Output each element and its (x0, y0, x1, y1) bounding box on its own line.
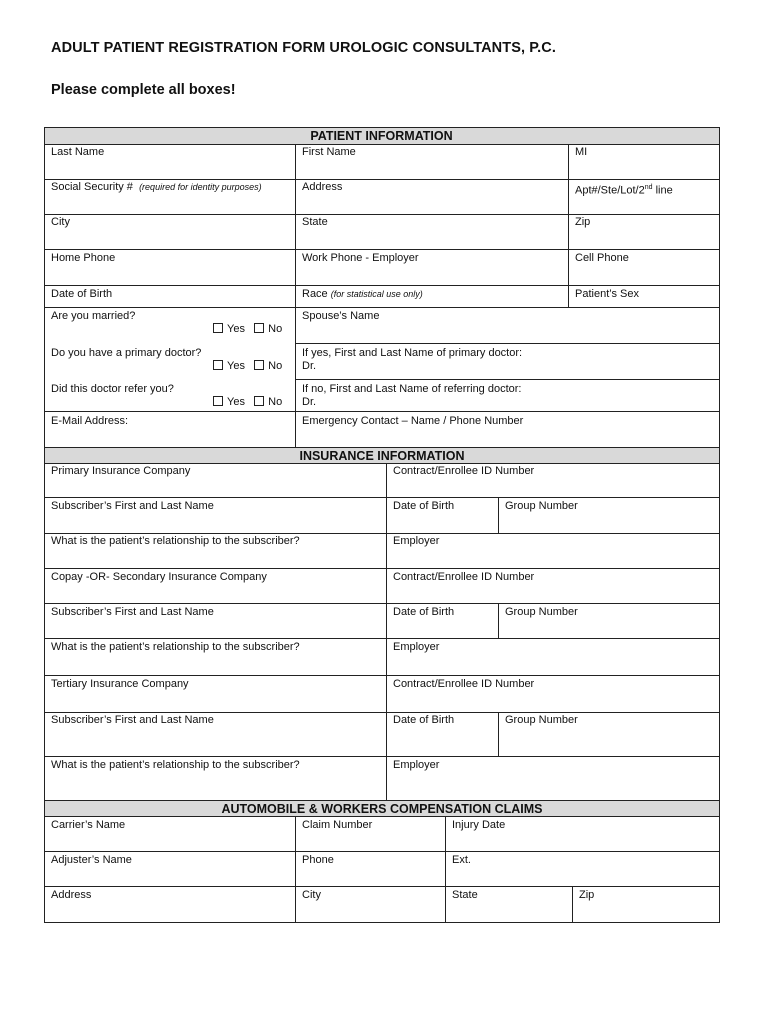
sex-label: Patient’s Sex (575, 288, 640, 300)
patient-info-header: PATIENT INFORMATION (44, 128, 719, 144)
ssn-label-text: Social Security # (51, 181, 133, 193)
tertiary-relationship-label: What is the patient’s relationship to the subscriber? (51, 759, 300, 771)
claim-address-label: Address (51, 889, 92, 901)
primary-doctor-no-label: No (268, 360, 283, 372)
insurance-info-header: INSURANCE INFORMATION (45, 448, 719, 463)
email-label: E-Mail Address: (51, 415, 129, 427)
referring-doctor-dr: Dr. (302, 396, 317, 408)
secondary-subscriber-dob-label: Date of Birth (393, 606, 455, 618)
tertiary-subscriber-dob-label: Date of Birth (393, 714, 455, 726)
secondary-group-number-label: Group Number (505, 606, 578, 618)
secondary-subscriber-label: Subscriber’s First and Last Name (51, 606, 214, 618)
referral-no-checkbox[interactable] (254, 396, 264, 406)
referral-no-label: No (268, 396, 283, 408)
adjuster-name-label: Adjuster’s Name (51, 854, 132, 866)
secondary-employer-label: Employer (393, 641, 440, 653)
zip-label: Zip (575, 216, 591, 228)
married-no-label: No (268, 323, 283, 335)
apt-label-text: Apt#/Ste/Lot/2 (575, 184, 645, 197)
injury-date-label: Injury Date (452, 819, 506, 831)
tertiary-insurance-label: Tertiary Insurance Company (51, 678, 189, 690)
primary-doctor-no-checkbox[interactable] (254, 360, 264, 370)
claim-city-label: City (302, 889, 321, 901)
primary-doctor-yes-label: Yes (227, 360, 245, 372)
mi-label: MI (575, 146, 588, 158)
claim-state-label: State (452, 889, 478, 901)
home-phone-label: Home Phone (51, 252, 116, 264)
married-yes-checkbox[interactable] (213, 323, 223, 333)
primary-doctor-name-label: If yes, First and Last Name of primary doctor: (302, 347, 523, 359)
last-name-label: Last Name (51, 146, 105, 158)
apt-label-suffix: line (652, 184, 673, 197)
tertiary-employer-label: Employer (393, 759, 440, 771)
primary-subscriber-dob-label: Date of Birth (393, 500, 455, 512)
ssn-note: (required for identity purposes) (139, 182, 262, 192)
address-label: Address (302, 181, 343, 193)
city-label: City (51, 216, 70, 228)
adjuster-ext-label: Ext. (452, 854, 471, 866)
auto-claims-header: AUTOMOBILE & WORKERS COMPENSATION CLAIMS (45, 801, 719, 816)
state-label: State (302, 216, 328, 228)
secondary-insurance-label: Copay -OR- Secondary Insurance Company (51, 571, 267, 583)
carrier-name-label: Carrier’s Name (51, 819, 126, 831)
tertiary-subscriber-label: Subscriber’s First and Last Name (51, 714, 214, 726)
form-subtitle: Please complete all boxes! (51, 82, 236, 98)
referring-doctor-name-label: If no, First and Last Name of referring doctor: (302, 383, 522, 395)
claim-number-label: Claim Number (302, 819, 373, 831)
ssn-label (51, 181, 262, 194)
married-options (213, 323, 282, 336)
cell-phone-label: Cell Phone (575, 252, 629, 264)
adjuster-phone-label: Phone (302, 854, 334, 866)
married-question: Are you married? (51, 310, 136, 322)
primary-doctor-yes-checkbox[interactable] (213, 360, 223, 370)
spouse-label: Spouse’s Name (302, 310, 380, 322)
referral-yes-label: Yes (227, 396, 245, 408)
referral-question: Did this doctor refer you? (51, 383, 174, 395)
dob-label: Date of Birth (51, 288, 113, 300)
primary-subscriber-label: Subscriber’s First and Last Name (51, 500, 214, 512)
form-title: ADULT PATIENT REGISTRATION FORM UROLOGIC CONSULTANTS, P.C. (51, 40, 556, 56)
secondary-contract-id-label: Contract/Enrollee ID Number (393, 571, 535, 583)
referral-yes-checkbox[interactable] (213, 396, 223, 406)
emergency-contact-label: Emergency Contact – Name / Phone Number (302, 415, 524, 427)
secondary-relationship-label: What is the patient’s relationship to the subscriber? (51, 641, 300, 653)
primary-group-number-label: Group Number (505, 500, 578, 512)
work-phone-label: Work Phone - Employer (302, 252, 419, 264)
race-label (302, 288, 423, 301)
primary-insurance-label: Primary Insurance Company (51, 465, 191, 477)
married-yes-label: Yes (227, 323, 245, 335)
apt-label (575, 181, 673, 198)
primary-relationship-label: What is the patient’s relationship to the subscriber? (51, 535, 300, 547)
married-no-checkbox[interactable] (254, 323, 264, 333)
primary-employer-label: Employer (393, 535, 440, 547)
tertiary-group-number-label: Group Number (505, 714, 578, 726)
tertiary-contract-id-label: Contract/Enrollee ID Number (393, 678, 535, 690)
first-name-label: First Name (302, 146, 356, 158)
race-label-text: Race (302, 288, 328, 300)
apt-label-sup: nd (644, 184, 653, 191)
primary-doctor-dr: Dr. (302, 360, 317, 372)
primary-contract-id-label: Contract/Enrollee ID Number (393, 465, 535, 477)
primary-doctor-question: Do you have a primary doctor? (51, 347, 202, 359)
claim-zip-label: Zip (579, 889, 595, 901)
race-note: (for statistical use only) (330, 289, 423, 299)
referral-options (213, 396, 282, 409)
primary-doctor-options (213, 360, 282, 373)
